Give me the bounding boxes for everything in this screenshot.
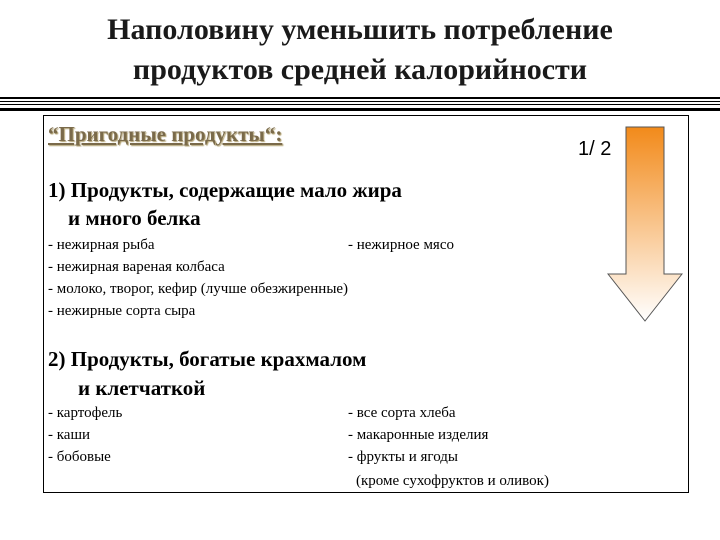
list-item: - нежирное мясо <box>348 237 454 253</box>
list-item: - нежирная вареная колбаса <box>48 259 225 275</box>
title-divider <box>0 101 720 102</box>
fraction-label: 1/ 2 <box>578 138 612 160</box>
list-item: - картофель <box>48 405 123 421</box>
list-item: - бобовые <box>48 449 111 465</box>
arrow-shape <box>608 127 682 321</box>
list-item: - молоко, творог, кефир (лучше обезжиренные) <box>48 281 349 297</box>
list-item: (кроме сухофруктов и оливок) <box>356 473 549 489</box>
list-item: - макаронные изделия <box>348 427 489 443</box>
list-item: - все сорта хлеба <box>348 405 456 421</box>
slide-title <box>0 10 720 90</box>
down-arrow-icon <box>607 126 683 322</box>
title-divider <box>0 108 720 111</box>
title-divider <box>0 104 720 105</box>
title-line-2: продуктов средней калорийности <box>132 53 588 86</box>
title-line-1: Наполовину уменьшить потребление <box>107 13 613 46</box>
list-item: - нежирные сорта сыра <box>48 303 196 319</box>
section1-heading-line1: 1) Продукты, содержащие мало жира <box>48 178 402 202</box>
list-item: - каши <box>48 427 91 443</box>
section2-heading-line1: 2) Продукты, богатые крахмалом <box>48 347 367 371</box>
list-item: - нежирная рыба <box>48 237 155 253</box>
section1-heading-line2: и много белка <box>68 206 201 230</box>
section2-heading-line2: и клетчаткой <box>78 376 206 400</box>
list-item: - фрукты и ягоды <box>348 449 458 465</box>
title-divider <box>0 97 720 99</box>
panel-subtitle: “Пригодные продукты“: <box>48 122 283 146</box>
